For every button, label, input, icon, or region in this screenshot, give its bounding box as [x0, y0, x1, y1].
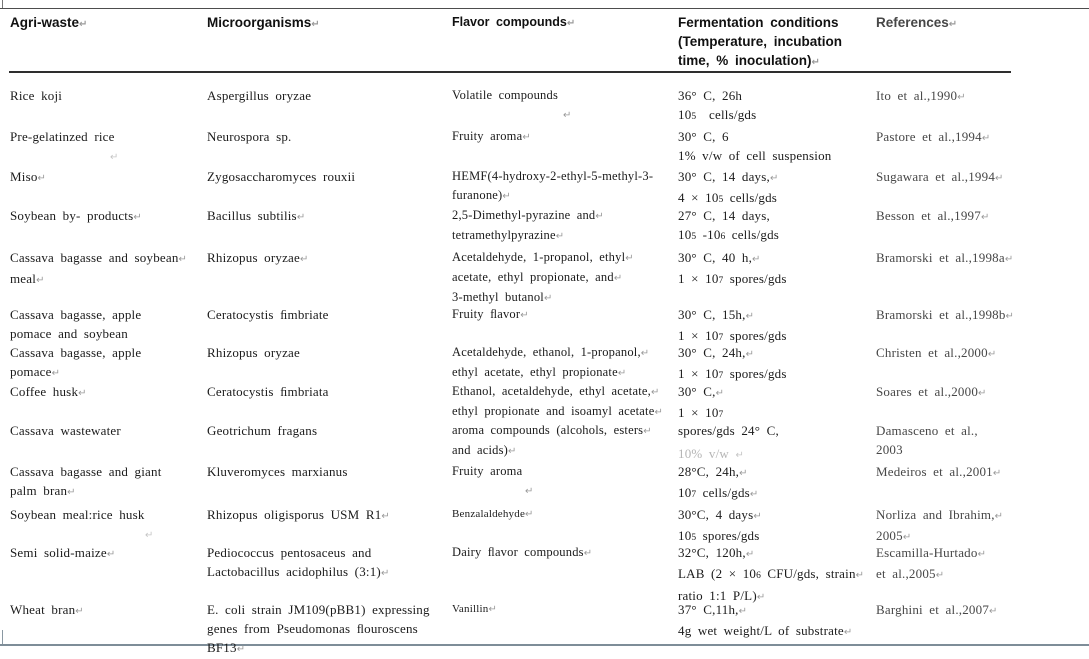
text-line — [10, 146, 207, 167]
table-row — [10, 167, 1022, 206]
cell-references — [876, 305, 1022, 348]
text-line: Rhizopus oligisporus USM R1↵ — [207, 507, 390, 522]
cell-fermentation-conditions — [678, 86, 876, 127]
text-line: Volatile compounds — [452, 88, 559, 102]
cell-fermentation-conditions — [678, 206, 876, 248]
text-line: aroma compounds (alcohols, esters↵ — [452, 423, 652, 437]
text-line: furanone)↵ — [452, 188, 511, 202]
cell-flavor-compounds — [452, 462, 678, 505]
text-line: Miso↵ — [10, 169, 46, 184]
text-line: Rice koji — [10, 88, 63, 103]
text-line: Agri-waste↵ — [10, 15, 88, 30]
text-line: Cassava bagasse and giant — [10, 464, 162, 479]
text-line: Norliza and Ibrahim,↵ — [876, 507, 1004, 522]
text-line: Semi solid-maize↵ — [10, 545, 116, 560]
text-line: Ethanol, acetaldehyde, ethyl acetate,↵ — [452, 384, 660, 398]
text-line: 1% v/w of cell suspension — [678, 148, 832, 163]
text-line: Acetaldehyde, 1-propanol, ethyl↵ — [452, 250, 634, 264]
cell-fermentation-conditions — [678, 343, 876, 386]
header-cell-flavor-compounds — [452, 13, 678, 72]
cell-microorganisms — [207, 86, 452, 127]
subscript-number: 7 — [691, 490, 697, 500]
text-line: Bramorski et al.,1998b↵ — [876, 307, 1014, 322]
cell-references — [876, 421, 1022, 465]
text-line: ethyl acetate, ethyl propionate↵ — [452, 365, 627, 379]
return-mark-icon: ↵ — [957, 92, 966, 103]
table-header-row — [10, 13, 1022, 72]
text-line: 28°C, 24h,↵ — [678, 464, 748, 479]
text-line: 4g wet weight/L of substrate↵ — [678, 623, 853, 638]
text-line: 1 × 107 spores/gds — [678, 328, 787, 343]
return-mark-icon: ↵ — [769, 173, 779, 184]
text-line: Cassava bagasse, apple — [10, 307, 142, 322]
text-line: 30°C, 4 days↵ — [678, 507, 762, 522]
top-border-rule — [0, 8, 1089, 9]
cell-references — [876, 600, 1022, 659]
return-mark-icon: ↵ — [67, 487, 76, 498]
text-line: Bacillus subtilis↵ — [207, 208, 306, 223]
cell-flavor-compounds — [452, 343, 678, 386]
text-line: 30° C, 24h,↵ — [678, 345, 754, 360]
text-line: 105 spores/gds — [678, 528, 760, 543]
text-line: 32°C, 120h,↵ — [678, 545, 755, 560]
subscript-number: 7 — [718, 371, 724, 381]
return-mark-icon: ↵ — [625, 253, 634, 264]
cell-agri-waste — [10, 206, 207, 248]
return-mark-icon: ↵ — [502, 191, 511, 202]
text-line: Cassava bagasse and soybean↵ — [10, 250, 187, 265]
text-line: Soares et al.,2000↵ — [876, 384, 987, 399]
text-line: palm bran↵ — [10, 483, 76, 498]
return-mark-icon: ↵ — [520, 310, 529, 321]
cell-flavor-compounds — [452, 505, 678, 548]
text-line: 2,5-Dimethyl-pyrazine and↵ — [452, 208, 604, 222]
cell-microorganisms — [207, 206, 452, 248]
left-border-tick-top — [2, 0, 3, 8]
table-row — [10, 543, 1022, 603]
return-mark-icon: ↵ — [981, 133, 991, 144]
text-line: ethyl propionate and isoamyl acetate↵ — [452, 404, 663, 418]
cell-microorganisms — [207, 305, 452, 348]
subscript-number: 6 — [756, 571, 761, 581]
cell-agri-waste — [10, 343, 207, 386]
cell-flavor-compounds — [452, 305, 678, 348]
text-line: References↵ — [876, 15, 958, 30]
text-line: Aspergillus oryzae — [207, 88, 312, 103]
return-mark-icon: ↵ — [989, 606, 998, 617]
text-line: genes from Pseudomonas ﬂouroscens — [207, 621, 418, 636]
return-mark-icon: ↵ — [843, 627, 853, 638]
text-line: Pre-gelatinzed rice — [10, 129, 115, 144]
return-mark-icon: ↵ — [643, 426, 652, 437]
return-mark-icon: ↵ — [145, 530, 154, 541]
return-mark-icon: ↵ — [745, 349, 754, 360]
text-line: 30° C, 6 — [678, 129, 729, 144]
cell-flavor-compounds — [452, 167, 678, 210]
cell-agri-waste — [10, 462, 207, 505]
text-line: Flavor compounds↵ — [452, 15, 576, 29]
text-line: Acetaldehyde, ethanol, 1-propanol,↵ — [452, 345, 650, 359]
return-mark-icon: ↵ — [617, 368, 627, 379]
header-cell-fermentation-conditions — [678, 13, 876, 72]
return-mark-icon: ↵ — [300, 254, 309, 265]
text-line: Ceratocystis ﬁmbriata — [207, 384, 329, 399]
cell-microorganisms — [207, 248, 452, 308]
return-mark-icon: ↵ — [855, 570, 865, 581]
return-mark-icon: ↵ — [1005, 311, 1014, 322]
return-mark-icon: ↵ — [978, 388, 987, 399]
return-mark-icon: ↵ — [488, 604, 497, 615]
text-line: 36° C, 26h — [678, 88, 743, 103]
text-line: 2005↵ — [876, 528, 912, 543]
text-line: Pastore et al.,1994↵ — [876, 129, 991, 144]
cell-agri-waste — [10, 505, 207, 548]
cell-flavor-compounds — [452, 248, 678, 308]
return-mark-icon: ↵ — [563, 110, 572, 121]
text-line: meal↵ — [10, 271, 45, 286]
cell-fermentation-conditions — [678, 462, 876, 505]
return-mark-icon: ↵ — [992, 468, 1002, 479]
text-line: Coffee husk↵ — [10, 384, 87, 399]
subscript-number: 7 — [718, 410, 724, 420]
cell-fermentation-conditions — [678, 505, 876, 548]
table-row — [10, 343, 1022, 382]
table-body — [10, 86, 1022, 655]
text-line: 3-methyl butanol↵ — [452, 290, 553, 304]
return-mark-icon: ↵ — [79, 19, 88, 30]
text-line: Vanillin↵ — [452, 603, 497, 615]
table-row — [10, 462, 1022, 505]
text-line: Soybean by- products↵ — [10, 208, 142, 223]
text-line: Benzalaldehyde↵ — [452, 508, 534, 520]
return-mark-icon: ↵ — [595, 211, 604, 222]
return-mark-icon: ↵ — [508, 446, 517, 457]
cell-microorganisms — [207, 382, 452, 425]
return-mark-icon: ↵ — [543, 293, 553, 304]
return-mark-icon: ↵ — [522, 132, 531, 143]
cell-flavor-compounds — [452, 86, 678, 127]
text-line: Wheat bran↵ — [10, 602, 84, 617]
text-line: Medeiros et al.,2001↵ — [876, 464, 1002, 479]
text-line: Fruity aroma — [452, 464, 523, 478]
text-line: Besson et al.,1997↵ — [876, 208, 990, 223]
cell-microorganisms — [207, 167, 452, 210]
text-line: 10% v/w ↵ — [678, 446, 744, 461]
cell-references — [876, 206, 1022, 248]
text-line: Fermentation conditions — [678, 15, 839, 30]
return-mark-icon: ↵ — [735, 450, 744, 461]
text-line: Soybean meal:rice husk — [10, 507, 145, 522]
return-mark-icon: ↵ — [995, 173, 1004, 184]
return-mark-icon: ↵ — [178, 254, 187, 265]
return-mark-icon: ↵ — [133, 212, 142, 223]
text-line — [10, 524, 207, 545]
header-cell-microorganisms — [207, 13, 452, 72]
cell-fermentation-conditions — [678, 127, 876, 167]
cell-flavor-compounds — [452, 600, 678, 659]
text-line: Fruity ﬂavor↵ — [452, 307, 529, 321]
cell-microorganisms — [207, 127, 452, 167]
return-mark-icon: ↵ — [613, 273, 623, 284]
text-line: Cassava wastewater — [10, 423, 121, 438]
cell-microorganisms — [207, 421, 452, 465]
text-line: Damasceno et al., — [876, 423, 978, 438]
text-line: Christen et al.,2000↵ — [876, 345, 997, 360]
return-mark-icon: ↵ — [296, 212, 306, 223]
return-mark-icon: ↵ — [756, 592, 766, 603]
cell-agri-waste — [10, 543, 207, 607]
text-line: time, % inoculation)↵ — [678, 53, 820, 68]
return-mark-icon: ↵ — [106, 549, 116, 560]
text-line: 1 × 107 spores/gds — [678, 366, 787, 381]
table-row — [10, 305, 1022, 343]
return-mark-icon: ↵ — [311, 19, 320, 30]
text-line: Geotrichum fragans — [207, 423, 318, 438]
cell-fermentation-conditions — [678, 543, 876, 607]
cell-references — [876, 505, 1022, 548]
return-mark-icon: ↵ — [987, 349, 997, 360]
text-line: 37° C,11h,↵ — [678, 602, 748, 617]
text-line: Cassava bagasse, apple — [10, 345, 142, 360]
subscript-number: 5 — [718, 195, 724, 205]
cell-references — [876, 127, 1022, 167]
subscript-number: 5 — [691, 533, 697, 543]
return-mark-icon: ↵ — [994, 511, 1004, 522]
return-mark-icon: ↵ — [555, 231, 565, 242]
cell-microorganisms — [207, 462, 452, 505]
return-mark-icon: ↵ — [583, 548, 593, 559]
return-mark-icon: ↵ — [980, 212, 990, 223]
return-mark-icon: ↵ — [745, 549, 755, 560]
text-line: acetate, ethyl propionate, and↵ — [452, 270, 623, 284]
table-row — [10, 382, 1022, 421]
return-mark-icon: ↵ — [1004, 254, 1014, 265]
text-line: Ito et al.,1990↵ — [876, 88, 966, 103]
text-line: Kluveromyces marxianus — [207, 464, 348, 479]
return-mark-icon: ↵ — [715, 388, 724, 399]
return-mark-icon: ↵ — [902, 532, 912, 543]
cell-fermentation-conditions — [678, 382, 876, 425]
header-cell-references — [876, 13, 1022, 72]
text-line: 2003 — [876, 442, 903, 457]
text-line: HEMF(4-hydroxy-2-ethyl-5-methyl-3- — [452, 169, 654, 183]
return-mark-icon: ↵ — [749, 489, 759, 500]
cell-agri-waste — [10, 167, 207, 210]
text-line: Escamilla-Hurtado↵ — [876, 545, 986, 560]
text-line: 1 × 107 — [678, 405, 724, 420]
return-mark-icon: ↵ — [525, 486, 534, 497]
text-line: Microorganisms↵ — [207, 15, 320, 30]
return-mark-icon: ↵ — [236, 644, 246, 655]
cell-references — [876, 382, 1022, 425]
cell-references — [876, 86, 1022, 127]
cell-references — [876, 543, 1022, 607]
table-row — [10, 421, 1022, 462]
table-row — [10, 86, 1022, 127]
return-mark-icon: ↵ — [935, 570, 945, 581]
text-line: 30° C, 40 h,↵ — [678, 250, 761, 265]
return-mark-icon: ↵ — [381, 511, 390, 522]
cell-flavor-compounds — [452, 382, 678, 425]
return-mark-icon: ↵ — [745, 311, 754, 322]
text-line: pomace↵ — [10, 364, 61, 379]
subscript-number: 5 — [691, 232, 697, 242]
subscript-number: 7 — [718, 333, 724, 343]
table-row — [10, 127, 1022, 167]
return-mark-icon: ↵ — [640, 348, 650, 359]
subscript-number: 6 — [720, 232, 726, 242]
text-line: 105 cells/gds — [678, 107, 757, 122]
cell-flavor-compounds — [452, 206, 678, 248]
return-mark-icon: ↵ — [75, 606, 84, 617]
text-line: 30° C,↵ — [678, 384, 724, 399]
text-line: et al.,2005↵ — [876, 566, 945, 581]
text-line: 30° C, 14 days,↵ — [678, 169, 779, 184]
text-line: 27° C, 14 days, — [678, 208, 770, 223]
subscript-number: 5 — [691, 112, 697, 122]
text-line: LAB (2 × 106 CFU/gds, strain↵ — [678, 566, 865, 581]
text-line: Rhizopus oryzae — [207, 345, 301, 360]
cell-flavor-compounds — [452, 543, 678, 607]
cell-agri-waste — [10, 421, 207, 465]
left-border-tick-bottom — [2, 630, 3, 645]
text-line: Zygosaccharomyces rouxii — [207, 169, 356, 184]
return-mark-icon: ↵ — [37, 173, 46, 184]
table-row — [10, 248, 1022, 305]
text-line: Sugawara et al.,1994↵ — [876, 169, 1004, 184]
cell-agri-waste — [10, 248, 207, 308]
text-line: Fruity aroma↵ — [452, 129, 531, 143]
text-line: Barghini et al.,2007↵ — [876, 602, 998, 617]
cell-fermentation-conditions — [678, 248, 876, 308]
cell-references — [876, 167, 1022, 210]
cell-agri-waste — [10, 127, 207, 167]
text-line: 4 × 105 cells/gds — [678, 190, 778, 205]
table-row — [10, 206, 1022, 248]
header-cell-agri-waste — [10, 13, 207, 72]
return-mark-icon: ↵ — [51, 368, 61, 379]
return-mark-icon: ↵ — [752, 254, 761, 265]
return-mark-icon: ↵ — [738, 606, 748, 617]
cell-references — [876, 248, 1022, 308]
text-line: tetramethylpyrazine↵ — [452, 228, 565, 242]
table-row — [10, 505, 1022, 543]
text-line — [452, 105, 678, 125]
text-line: ratio 1:1 P/L)↵ — [678, 588, 766, 603]
return-mark-icon: ↵ — [654, 407, 663, 418]
cell-flavor-compounds — [452, 127, 678, 167]
text-line: pomace and soybean — [10, 326, 128, 341]
cell-references — [876, 343, 1022, 386]
cell-microorganisms — [207, 543, 452, 607]
return-mark-icon: ↵ — [811, 57, 820, 68]
cell-microorganisms — [207, 505, 452, 548]
return-mark-icon: ↵ — [110, 152, 119, 163]
text-line: 105 -106 cells/gds — [678, 227, 780, 242]
subscript-number: 7 — [718, 276, 724, 286]
text-line: BF13↵ — [207, 640, 246, 655]
table-row — [10, 600, 1022, 655]
return-mark-icon: ↵ — [380, 568, 390, 579]
cell-agri-waste — [10, 382, 207, 425]
return-mark-icon: ↵ — [650, 387, 660, 398]
cell-microorganisms — [207, 600, 452, 659]
text-line: E. coli strain JM109(pBB1) expressing — [207, 602, 430, 617]
cell-fermentation-conditions — [678, 305, 876, 348]
return-mark-icon: ↵ — [753, 511, 762, 522]
text-line: Bramorski et al.,1998a↵ — [876, 250, 1014, 265]
cell-agri-waste — [10, 600, 207, 659]
return-mark-icon: ↵ — [566, 18, 576, 29]
cell-agri-waste — [10, 86, 207, 127]
text-line: 30° C, 15h,↵ — [678, 307, 754, 322]
return-mark-icon: ↵ — [36, 275, 45, 286]
return-mark-icon: ↵ — [977, 549, 986, 560]
return-mark-icon: ↵ — [525, 509, 534, 520]
return-mark-icon: ↵ — [948, 19, 958, 30]
text-line: 107 cells/gds↵ — [678, 485, 759, 500]
cell-agri-waste — [10, 305, 207, 348]
cell-fermentation-conditions — [678, 167, 876, 210]
cell-fermentation-conditions — [678, 421, 876, 465]
return-mark-icon: ↵ — [78, 388, 87, 399]
text-line: Lactobacillus acidophilus (3:1)↵ — [207, 564, 390, 579]
text-line: Rhizopus oryzae↵ — [207, 250, 309, 265]
text-line: 1 × 107 spores/gds — [678, 271, 787, 286]
text-line: spores/gds 24° C, — [678, 423, 779, 438]
text-line — [452, 481, 678, 501]
text-line: Pediococcus pentosaceus and — [207, 545, 372, 560]
text-line: Dairy ﬂavor compounds↵ — [452, 545, 593, 559]
text-line: Neurospora sp. — [207, 129, 292, 144]
return-mark-icon: ↵ — [739, 468, 748, 479]
cell-microorganisms — [207, 343, 452, 386]
text-line: (Temperature, incubation — [678, 34, 843, 49]
cell-references — [876, 462, 1022, 505]
text-line: and acids)↵ — [452, 443, 517, 457]
cell-fermentation-conditions — [678, 600, 876, 659]
cell-flavor-compounds — [452, 421, 678, 465]
text-line: Ceratocystis ﬁmbriate — [207, 307, 329, 322]
